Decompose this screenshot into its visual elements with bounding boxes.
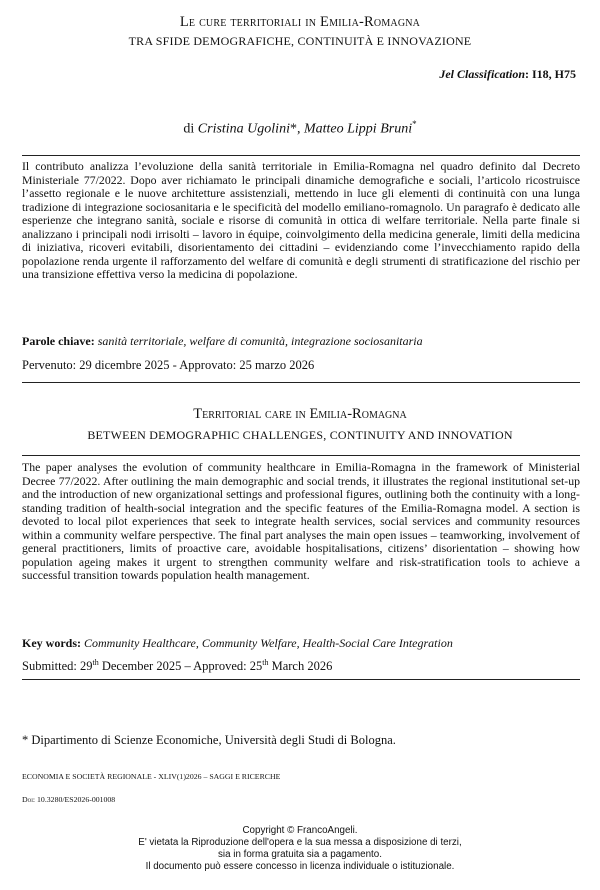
keywords-italian-label: Parole chiave: [22, 334, 98, 348]
doi-line: Doi: 10.3280/ES2026-001008 [22, 795, 116, 804]
divider-top-english [22, 455, 580, 456]
author-2-mark: * [412, 119, 417, 129]
author-2: Matteo Lippi Bruni [303, 121, 413, 137]
keywords-english [22, 636, 580, 651]
submitted-sup: th [92, 658, 99, 667]
jel-classification [439, 67, 576, 82]
dates-italian: Pervenuto: 29 dicembre 2025 - Approvato: 25 marzo 2026 [22, 358, 315, 372]
title-english-line2: BETWEEN DEMOGRAPHIC CHALLENGES, CONTINUITY AND INNOVATION [87, 428, 513, 442]
keywords-english-values: Community Healthcare, Community Welfare, Health-Social Care Integration [84, 636, 453, 650]
journal-line: ECONOMIA E SOCIETÀ REGIONALE - XLIV(1)2026 – SAGGI E RICERCHE [22, 772, 281, 781]
author-1: Cristina Ugolini [197, 121, 290, 137]
copyright-line2: E' vietata la Riproduzione dell'opera e la sua messa a disposizione di terzi, [138, 837, 462, 848]
jel-label: Jel Classification [439, 67, 525, 81]
divider-bottom-english [22, 679, 580, 680]
copyright-notice [0, 825, 600, 873]
submitted-mid: December 2025 – Approved: 25 [98, 659, 263, 674]
jel-codes: : I18, H75 [525, 67, 576, 81]
approved-suffix: March 2026 [268, 659, 333, 674]
abstract-english: The paper analyses the evolution of community healthcare in Emilia-Romagna in the framework of Ministerial Decree 77/2022. After outlining the main demographic and social trends, it illustrates the regional institutional set-up and the introduction of new organizational settings and professional figures, outlining both the continuity with a long-standing tradition of health-social integration and the specific features of the Emilia-Romagna model. A section is devoted to local pilot experiences that seek to integrate health services, social services and community resources within a community welfare perspective. The final part analyses the main open issues – teamworking, involvement of general practitioners, limits of proactive care, avoidable hospitalisations, citizens’ disorientation – showing how population ageing makes it urgent to strengthen community welfare and risk-stratification tools to achieve a successful transition towards population health management. [22, 460, 580, 582]
divider-bottom-italian [22, 382, 580, 383]
footnote-affiliation: * Dipartimento di Scienze Economiche, Università degli Studi di Bologna. [22, 733, 396, 747]
copyright-line1: Copyright © FrancoAngeli. [242, 825, 358, 836]
keywords-english-label: Key words: [22, 636, 84, 650]
title-italian-line1: Le cure territoriali in Emilia-Romagna [179, 14, 421, 30]
title-english-line1: Territorial care in Emilia-Romagna [193, 406, 407, 422]
submitted-prefix: Submitted: 29 [22, 659, 93, 674]
copyright-line3: sia in forma gratuita sia a pagamento. [218, 849, 382, 860]
copyright-line4: Il documento può essere concesso in licenza individuale o istituzionale. [145, 861, 455, 872]
title-italian-line2: TRA SFIDE DEMOGRAFICHE, CONTINUITÀ E INNOVAZIONE [128, 34, 472, 48]
authors-line [0, 119, 600, 138]
author-1-mark: * [289, 121, 297, 137]
approved-sup: th [262, 658, 269, 667]
keywords-italian [22, 334, 580, 349]
authors-separator: , [296, 121, 304, 137]
dates-english [22, 658, 580, 674]
divider-top-italian [22, 155, 580, 156]
abstract-italian: Il contributo analizza l’evoluzione della sanità territoriale in Emilia-Romagna nel quadro definito dal Decreto Ministeriale 77/2022. Dopo aver richiamato le principali dinamiche demografiche e sociali, l’articolo ricostruisce l’assetto regionale e le nuove architetture assistenziali, mettendo in luce gli elementi di continuità con una lunga tradizione di integrazione sociosanitaria e le specificità del modello emiliano-romagnolo. Un paragrafo è dedicato alle esperienze che integrano sanità, sociale e risorse di comunità in ottica di welfare territoriale. Nella parte finale si analizzano i principali nodi irrisolti – lavoro in équipe, coinvolgimento della medicina generale, limiti della medicina di iniziativa, ricoveri evitabili, disorientamento dei cittadini – evidenziando come l’invecchiamento rapido della popolazione renda urgente il rafforzamento del welfare di comunità e degli strumenti di stratificazione del rischio per una transizione effettiva verso la medicina di popolazione. [22, 159, 580, 281]
keywords-italian-values: sanità territoriale, welfare di comunità, integrazione sociosanitaria [97, 334, 423, 348]
authors-prefix: di [183, 121, 198, 137]
